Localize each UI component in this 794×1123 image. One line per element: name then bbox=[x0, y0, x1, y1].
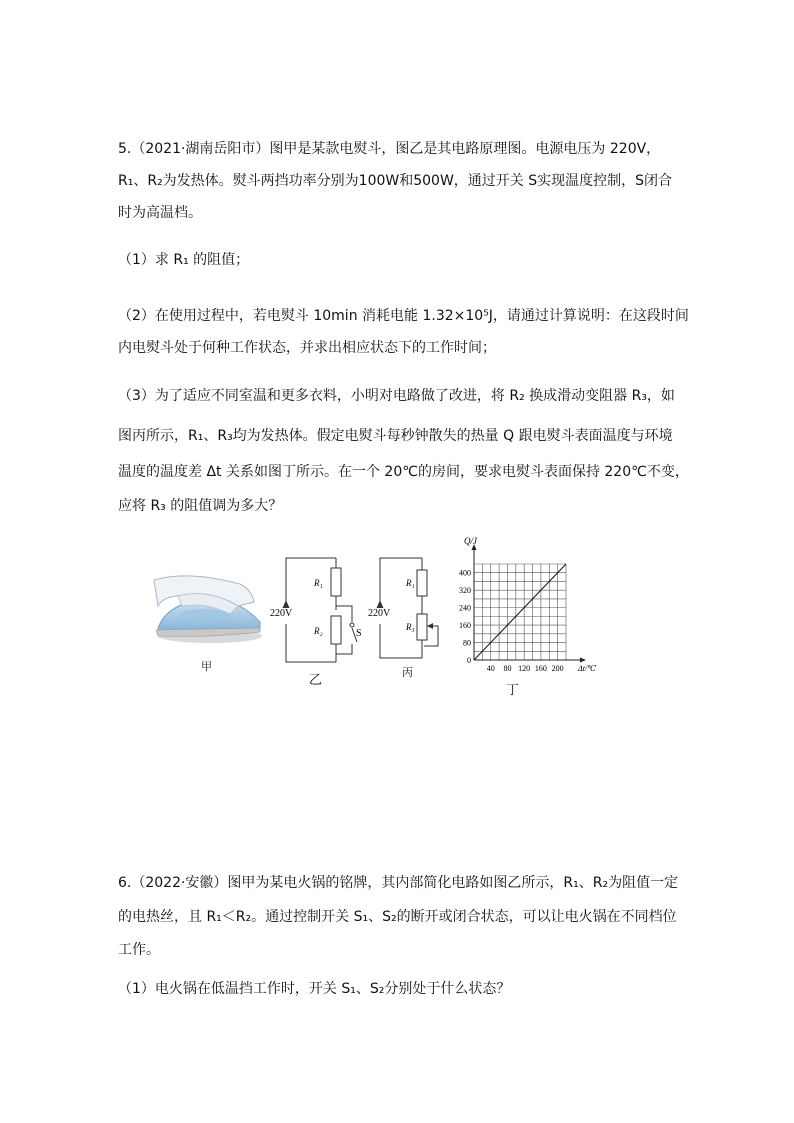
voltage-label-yi: 220V bbox=[270, 608, 293, 619]
q5-line-1: 5.（2021·湖南岳阳市）图甲是某款电熨斗，图乙是其电路原理图。电源电压为 220V， bbox=[118, 141, 661, 157]
circuit-bing bbox=[368, 554, 448, 666]
q5-sub3-line-2: 图丙所示，R₁、R₃均为发热体。假定电熨斗每秒钟散失的热量 Q 跟电熨斗表面温度与环境 bbox=[118, 428, 673, 444]
figure-ding-caption: 丁 bbox=[506, 683, 520, 698]
series-line bbox=[474, 564, 566, 660]
y-tick-label: 240 bbox=[459, 603, 471, 613]
switch-label-yi: S bbox=[356, 628, 362, 639]
figure-jia-caption: 甲 bbox=[201, 660, 212, 673]
iron-illustration bbox=[148, 566, 266, 646]
x-tick-label: 80 bbox=[503, 664, 512, 673]
x-tick-label: 120 bbox=[518, 664, 531, 673]
x-axis-arrow bbox=[580, 658, 586, 663]
chart-series bbox=[474, 564, 566, 660]
x-tick-label: 200 bbox=[551, 664, 564, 673]
q5-sub2-line-2: 内电熨斗处于何种工作状态，并求出相应状态下的工作时间； bbox=[118, 340, 496, 356]
figure-bing-caption: 丙 bbox=[402, 666, 413, 679]
q5-sub3-line-3: 温度的温度差 Δt 关系如图丁所示。在一个 20℃的房间，要求电熨斗表面保持 220℃不变， bbox=[118, 464, 689, 480]
chart-labels bbox=[459, 536, 597, 673]
q5-sub1: （1）求 R₁ 的阻值； bbox=[118, 252, 250, 268]
x-tick-label: 160 bbox=[534, 664, 547, 673]
q6-sub1: （1）电火锅在低温挡工作时，开关 S₁、S₂分别处于什么状态？ bbox=[118, 981, 511, 997]
figure-yi-caption: 乙 bbox=[309, 673, 323, 688]
circuit-yi bbox=[270, 554, 366, 666]
r2-label-yi: R₂ bbox=[314, 626, 323, 636]
q5-sub3-line-1: （3）为了适应不同室温和更多衣料，小明对电路做了改进，将 R₂ 换成滑动变阻器 R₃，如 bbox=[118, 388, 675, 404]
q-vs-dt-chart bbox=[452, 536, 612, 676]
y-tick-label: 400 bbox=[459, 568, 471, 578]
q5-sub3-line-4: 应将 R₃ 的阻值调为多大？ bbox=[118, 498, 283, 514]
y-axis-label: Q/J bbox=[464, 536, 477, 546]
y-tick-label: 160 bbox=[459, 621, 471, 631]
q6-line-1: 6.（2022·安徽）图甲为某电火锅的铭牌，其内部简化电路如图乙所示，R₁、R₂为阻值一定 bbox=[118, 875, 679, 891]
y-tick-label: 320 bbox=[459, 586, 471, 596]
x-axis-label: Δt/℃ bbox=[578, 664, 597, 673]
r1-label-bing: R₁ bbox=[406, 578, 415, 588]
voltage-label-bing: 220V bbox=[368, 608, 391, 619]
q5-sub2-line-1: （2）在使用过程中，若电熨斗 10min 消耗电能 1.32×10⁵J，请通过计算说明：在这段时间 bbox=[118, 308, 689, 324]
y-tick-label: 80 bbox=[463, 638, 471, 648]
r1-label-yi: R₁ bbox=[314, 578, 323, 588]
origin-label: 0 bbox=[467, 656, 471, 665]
r3-label-bing: R₃ bbox=[406, 622, 415, 632]
q6-line-3: 工作。 bbox=[118, 942, 160, 958]
q6-line-2: 的电热丝，且 R₁＜R₂。通过控制开关 S₁、S₂的断开或闭合状态，可以让电火锅在不同档位 bbox=[118, 909, 677, 925]
q5-line-3: 时为高温档。 bbox=[118, 205, 202, 221]
x-tick-label: 40 bbox=[486, 664, 495, 673]
q5-line-2: R₁、R₂为发热体。熨斗两挡功率分别为100W和500W，通过开关 S实现温度控制，S闭合 bbox=[118, 173, 673, 189]
